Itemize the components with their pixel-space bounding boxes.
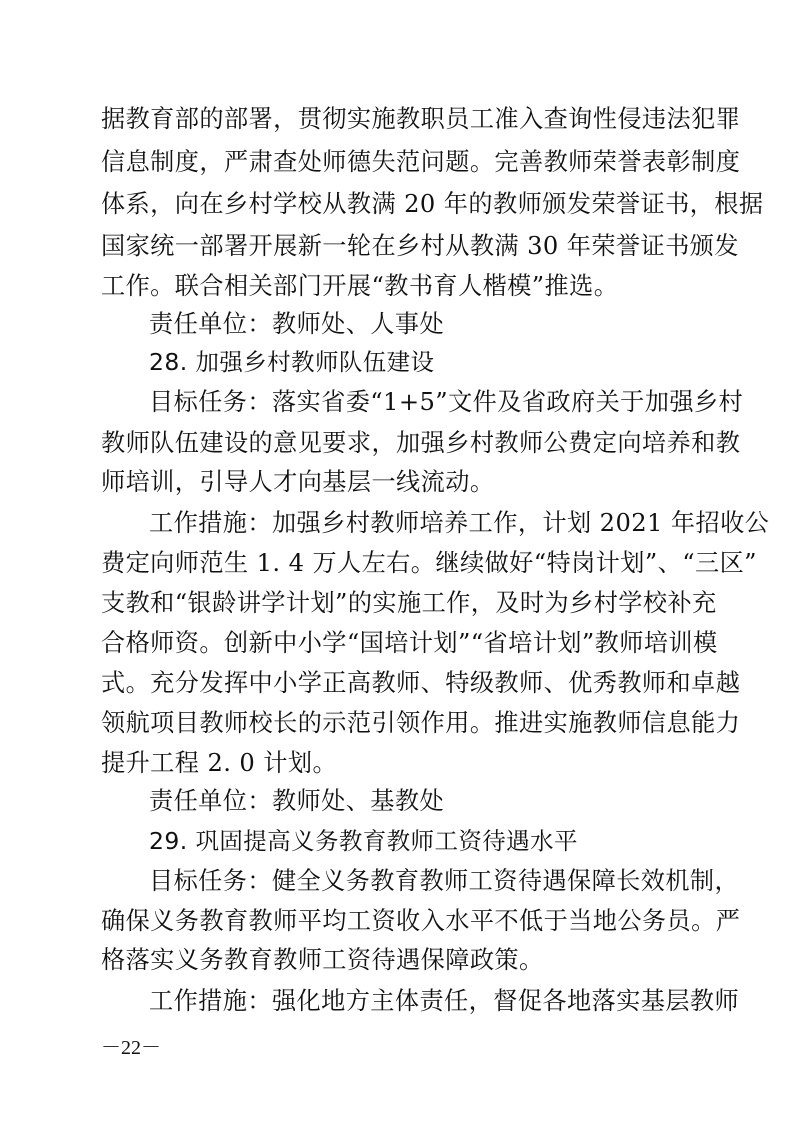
line-17: 提升工程 2. 0 计划。 xyxy=(101,749,338,777)
line-16: 领航项目教师校长的示范引领作用。推进实施教师信息能力 xyxy=(101,709,741,737)
line-20: 目标任务：健全义务教育教师工资待遇保障长效机制， xyxy=(149,867,740,895)
line-21: 确保义务教育教师平均工资收入水平不低于当地公务员。严 xyxy=(101,907,741,935)
line-9: 教师队伍建设的意见要求，加强乡村教师公费定向培养和教 xyxy=(101,429,741,457)
line-3: 体系，向在乡村学校从教满 20 年的教师颁发荣誉证书，根据 xyxy=(101,190,764,218)
responsible-unit-1: 责任单位：教师处、人事处 xyxy=(149,310,445,338)
line-5: 工作。联合相关部门开展“教书育人楷模”推选。 xyxy=(101,272,619,300)
line-23: 工作措施：强化地方主体责任，督促各地落实基层教师 xyxy=(149,987,740,1015)
line-14: 合格师资。创新中小学“国培计划”“省培计划”教师培训模 xyxy=(101,629,718,657)
line-10: 师培训，引导人才向基层一线流动。 xyxy=(101,468,495,496)
responsible-unit-2: 责任单位：教师处、基教处 xyxy=(149,787,445,815)
line-12: 费定向师范生 1. 4 万人左右。继续做好“特岗计划”、“三区” xyxy=(101,549,757,577)
section-heading-29: 29. 巩固提高义务教育教师工资待遇水平 xyxy=(149,827,578,855)
page-number: －22－ xyxy=(101,1037,161,1059)
line-8: 目标任务：落实省委“1+5”文件及省政府关于加强乡村 xyxy=(149,388,744,416)
line-1: 据教育部的部署，贯彻实施教职员工准入查询性侵违法犯罪 xyxy=(101,105,741,133)
line-2: 信息制度，严肃查处师德失范问题。完善教师荣誉表彰制度 xyxy=(101,148,741,176)
section-heading-28: 28. 加强乡村教师队伍建设 xyxy=(149,348,435,376)
line-13: 支教和“银龄讲学计划”的实施工作，及时为乡村学校补充 xyxy=(101,589,717,617)
line-4: 国家统一部署开展新一轮在乡村从教满 30 年荣誉证书颁发 xyxy=(101,232,739,260)
line-11: 工作措施：加强乡村教师培养工作，计划 2021 年招收公 xyxy=(149,509,770,537)
line-15: 式。充分发挥中小学正高教师、特级教师、优秀教师和卓越 xyxy=(101,669,741,697)
line-22: 格落实义务教育教师工资待遇保障政策。 xyxy=(101,946,544,974)
